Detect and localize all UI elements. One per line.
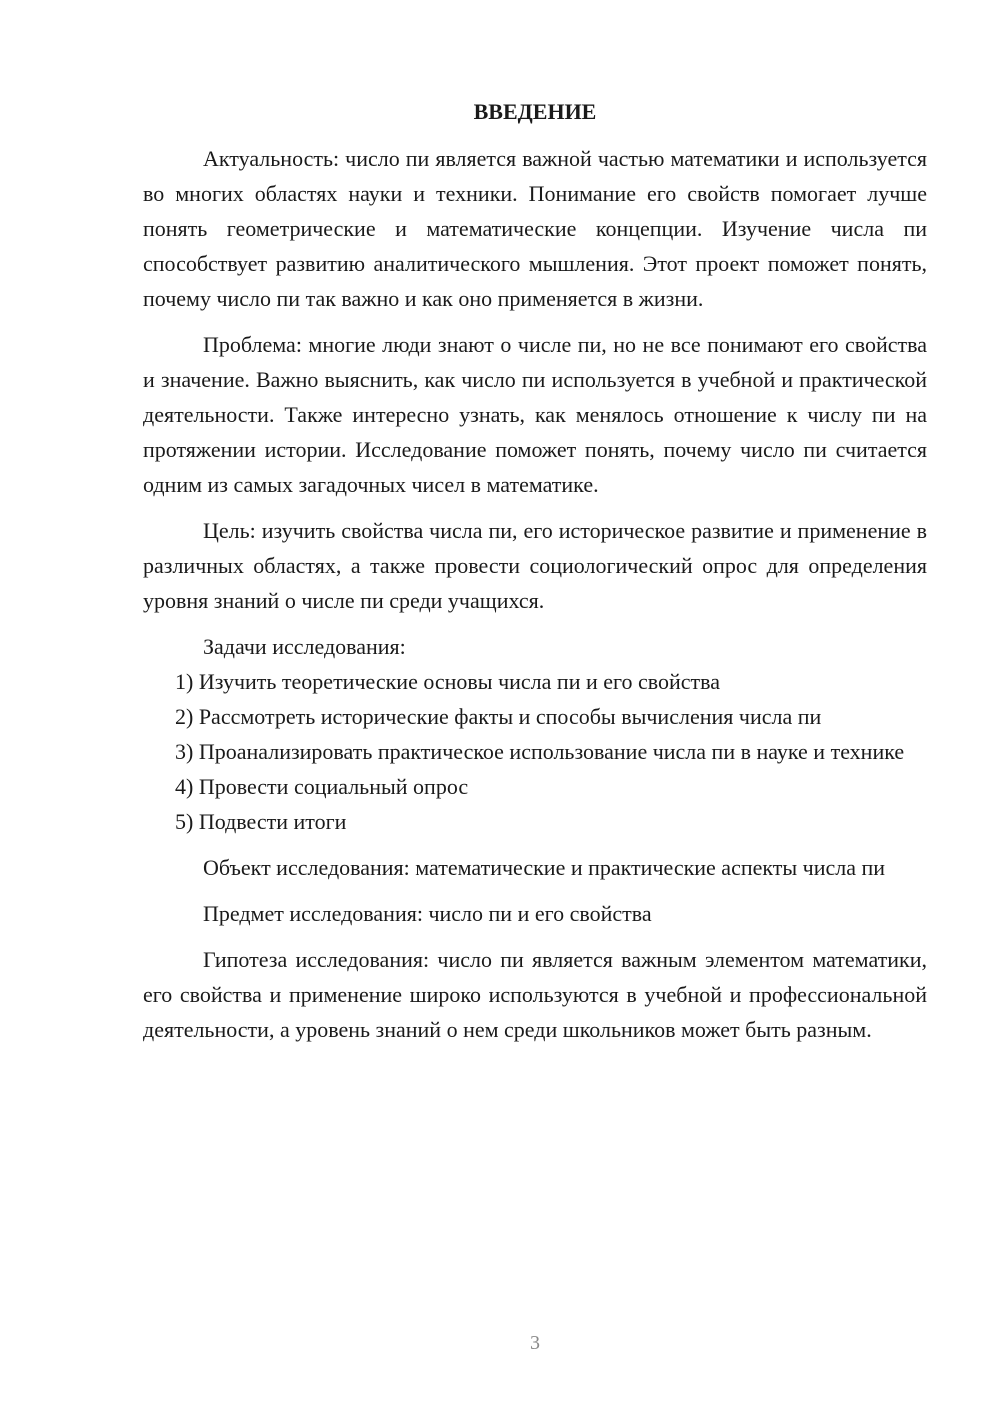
goal-paragraph: Цель: изучить свойства числа пи, его историческое развитие и применение в различных областях, а также провести социологический опрос для определения уровня знаний о числе пи среди учащихся. xyxy=(143,518,927,613)
problem-paragraph: Проблема: многие люди знают о числе пи, но не все понимают его свойства и значение. Важно выяснить, как число пи используется в учебной и практической деятельности. Также интересно узнать, как менялось отношение к числу пи на протяжении истории. Исследование поможет понять, почему число пи считается одним из самых загадочных чисел в математике. xyxy=(143,332,927,497)
tasks-heading: Задачи исследования: xyxy=(203,634,406,659)
page-number: 3 xyxy=(530,1332,540,1354)
document-body xyxy=(143,94,927,1047)
section-title: ВВЕДЕНИЕ xyxy=(473,99,597,124)
object-paragraph: Объект исследования: математические и практические аспекты числа пи xyxy=(203,855,886,880)
task-item-1: 1) Изучить теоретические основы числа пи и его свойства xyxy=(175,669,721,694)
task-item-3: 3) Проанализировать практическое использование числа пи в науке и технике xyxy=(175,739,905,764)
task-item-2: 2) Рассмотреть исторические факты и способы вычисления числа пи xyxy=(175,704,822,729)
subject-paragraph: Предмет исследования: число пи и его свойства xyxy=(203,901,652,926)
task-item-4: 4) Провести социальный опрос xyxy=(175,774,469,799)
hypothesis-paragraph: Гипотеза исследования: число пи является важным элементом математики, его свойства и применение широко используются в учебной и профессиональной деятельности, а уровень знаний о нем среди школьников может быть разным. xyxy=(143,947,927,1042)
task-item-5: 5) Подвести итоги xyxy=(175,809,347,834)
relevance-paragraph: Актуальность: число пи является важной частью математики и используется во многих областях науки и техники. Понимание его свойств помогает лучше понять геометрические и математические концепции. Изучение числа пи способствует развитию аналитического мышления. Этот проект поможет понять, почему число пи так важно и как оно применяется в жизни. xyxy=(143,146,927,311)
